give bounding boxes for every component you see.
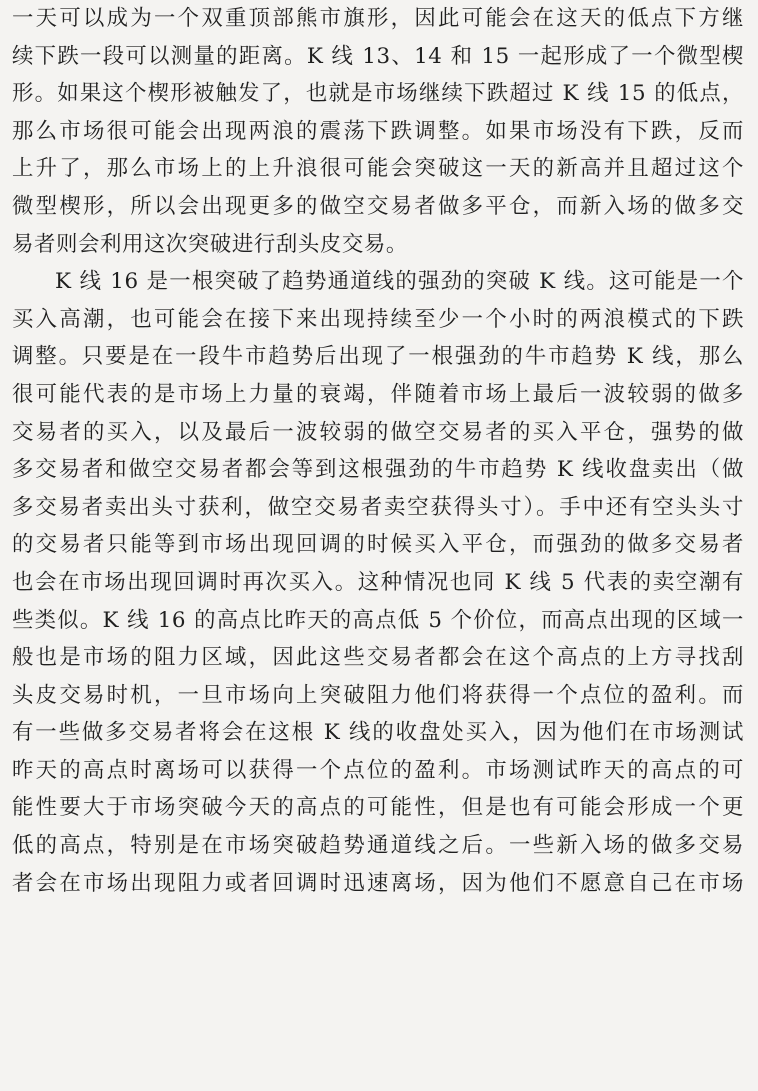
- text-line: 低的高点，特别是在市场突破趋势通道线之后。一些新入场的做多交易: [12, 833, 744, 859]
- text-line: 一天可以成为一个双重顶部熊市旗形，因此可能会在这天的低点下方继: [12, 6, 744, 31]
- text-line: 交易者的买入，以及最后一波较弱的做空交易者的买入平仓，强势的做: [12, 419, 744, 445]
- text-line: 能性要大于市场突破今天的高点的可能性，但是也有可能会形成一个更: [12, 795, 744, 821]
- body-text: [12, 0, 744, 902]
- text-line: 上升了，那么市场上的上升浪很可能会突破这一天的新高并且超过这个: [12, 156, 744, 182]
- text-line: 续下跌一段可以测量的距离。K 线 13、14 和 15 一起形成了一个微型楔: [12, 43, 744, 69]
- text-line: 者会在市场出现阻力或者回调时迅速离场，因为他们不愿意自己在市场: [12, 870, 744, 896]
- text-line: 买入高潮，也可能会在接下来出现持续至少一个小时的两浪模式的下跌: [12, 306, 744, 332]
- text-line: 有一些做多交易者将会在这根 K 线的收盘处买入，因为他们在市场测试: [12, 720, 744, 746]
- text-line: 微型楔形，所以会出现更多的做空交易者做多平仓，而新入场的做多交: [12, 193, 744, 219]
- paragraph-1: [12, 0, 744, 263]
- text-line: 易者则会利用这次突破进行刮头皮交易。: [12, 231, 408, 257]
- text-line: 那么市场很可能会出现两浪的震荡下跌调整。如果市场没有下跌，反而: [12, 118, 744, 144]
- text-line: K 线 16 是一根突破了趋势通道线的强劲的突破 K 线。这可能是一个: [55, 269, 744, 295]
- text-line: 头皮交易时机，一旦市场向上突破阻力他们将获得一个点位的盈利。而: [12, 682, 744, 708]
- text-line: 些类似。K 线 16 的高点比昨天的高点低 5 个价位，而高点出现的区域一: [12, 607, 744, 633]
- text-line: 形。如果这个楔形被触发了，也就是市场继续下跌超过 K 线 15 的低点，: [12, 81, 744, 107]
- text-line: 般也是市场的阻力区域，因此这些交易者都会在这个高点的上方寻找刮: [12, 645, 744, 671]
- text-line: 很可能代表的是市场上力量的衰竭，伴随着市场上最后一波较弱的做多: [12, 381, 744, 407]
- text-line: 调整。只要是在一段牛市趋势后出现了一根强劲的牛市趋势 K 线，那么: [12, 344, 744, 370]
- text-line: 的交易者只能等到市场出现回调的时候买入平仓，而强劲的做多交易者: [12, 532, 744, 558]
- paragraph-2: [12, 263, 744, 902]
- text-line: 也会在市场出现回调时再次买入。这种情况也同 K 线 5 代表的卖空潮有: [12, 569, 744, 595]
- text-line: 昨天的高点时离场可以获得一个点位的盈利。市场测试昨天的高点的可: [12, 757, 744, 783]
- text-line: 多交易者和做空交易者都会等到这根强劲的牛市趋势 K 线收盘卖出（做: [12, 457, 744, 483]
- text-line: 多交易者卖出头寸获利，做空交易者卖空获得头寸）。手中还有空头头寸: [12, 494, 744, 520]
